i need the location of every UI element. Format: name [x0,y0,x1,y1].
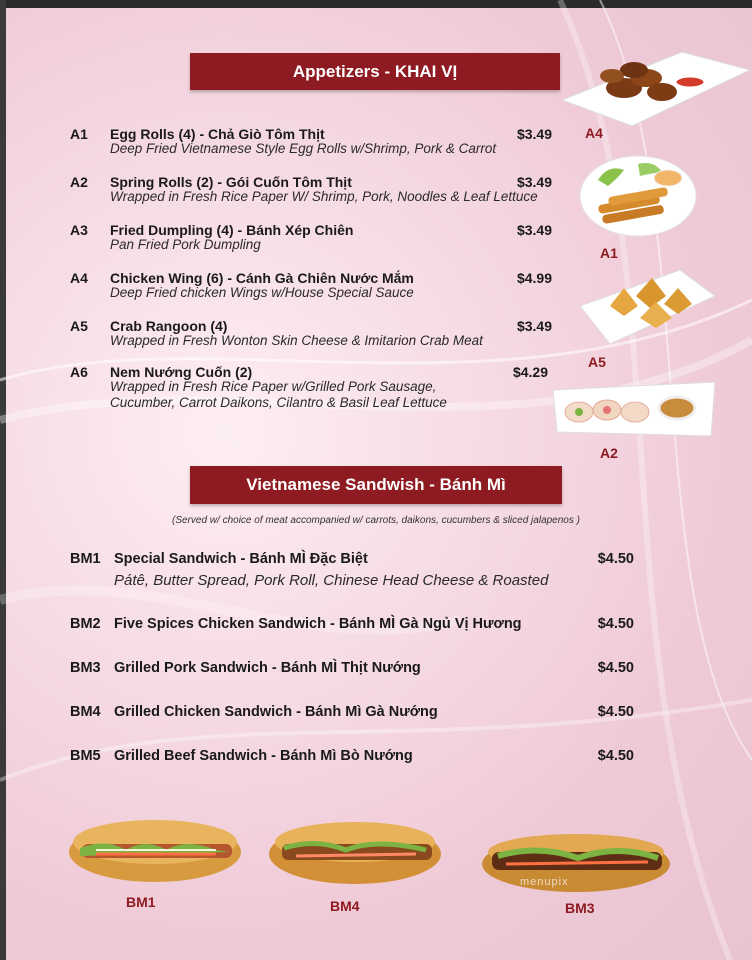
item-description-line: Wrapped in Fresh Wonton Skin Cheese & Imitarion Crab Meat [110,333,483,348]
egg-rolls-photo [578,150,698,238]
item-code: A4 [70,270,88,286]
item-price: $4.50 [597,660,634,676]
photo-label-bm4: BM4 [330,898,360,914]
item-code: BM4 [70,704,101,720]
item-description: Pátê, Butter Spread, Pork Roll, Chinese Head Cheese & Roasted [114,572,549,589]
item-code: A6 [70,364,88,380]
item-description-line: Cucumber, Carrot Daikons, Cilantro & Basil Leaf Lettuce [110,395,447,410]
sandwich-banner [190,466,562,504]
item-description-line: Deep Fried chicken Wings w/House Special Sauce [110,285,414,300]
sandwich-title: Vietnamese Sandwish - Bánh Mì [246,475,506,494]
item-code: BM5 [70,748,101,764]
photo-label-a2: A2 [600,445,618,461]
item-price: $3.49 [516,174,552,190]
item-price: $3.49 [516,318,552,334]
item-price: $4.29 [512,364,548,380]
watermark: menupix [520,876,569,888]
item-code: A2 [70,174,88,190]
item-name: Special Sandwich - Bánh MÌ Đặc Biệt [114,551,368,567]
banh-mi-bm4-photo [266,812,444,888]
left-frame-edge [0,0,6,960]
item-name: Grilled Beef Sandwich - Bánh Mì Bò Nướng [114,748,413,764]
photo-label-a5: A5 [588,354,606,370]
photo-label-bm3: BM3 [565,900,595,916]
item-name: Fried Dumpling (4) - Bánh Xép Chiên [110,222,354,238]
item-code: A3 [70,222,88,238]
item-name: Nem Nướng Cuốn (2) [110,364,253,380]
sandwich-note: (Served w/ choice of meat accompanied w/ carrots, daikons, cucumbers & sliced jalapenos ) [172,515,580,526]
banh-mi-bm1-photo [66,808,244,888]
nem-nuong-rolls-photo [553,382,715,438]
item-description-line: Deep Fried Vietnamese Style Egg Rolls w/Shrimp, Pork & Carrot [110,141,497,156]
chicken-wings-photo [562,48,750,126]
item-name: Egg Rolls (4) - Chả Giò Tôm Thịt [110,126,325,142]
photo-label-a1: A1 [600,245,618,261]
item-price: $3.49 [516,126,552,142]
photo-label-bm1: BM1 [126,894,156,910]
item-price: $3.49 [516,222,552,238]
item-name: Crab Rangoon (4) [110,318,228,334]
item-name: Grilled Chicken Sandwich - Bánh Mì Gà Nướng [114,704,438,720]
item-description [110,141,496,157]
item-code: A5 [70,318,88,334]
banh-mi-bm3-photo [478,822,674,898]
photo-label-a4: A4 [585,125,603,141]
item-name: Five Spices Chicken Sandwich - Bánh MÌ Gà Ngủ Vị Hương [114,616,522,632]
item-description-line: Pan Fried Pork Dumpling [110,237,261,252]
item-code: BM3 [70,660,101,676]
item-description [110,379,447,411]
item-name: Chicken Wing (6) - Cánh Gà Chiên Nước Mắm [110,270,414,286]
item-price: $4.50 [597,616,634,632]
item-name: Grilled Pork Sandwich - Bánh MÌ Thịt Nướng [114,660,421,676]
item-description [110,285,414,301]
item-description [110,189,538,205]
item-price: $4.50 [597,748,634,764]
item-description [110,333,483,349]
appetizers-banner [190,53,560,90]
item-description [110,237,261,253]
top-frame-edge [0,0,752,8]
item-price: $4.99 [516,270,552,286]
item-name: Spring Rolls (2) - Gói Cuốn Tôm Thịt [110,174,352,190]
item-description-line: Wrapped in Fresh Rice Paper w/Grilled Pork Sausage, [110,379,437,394]
item-description-line: Wrapped in Fresh Rice Paper W/ Shrimp, Pork, Noodles & Leaf Lettuce [110,189,538,204]
appetizers-title: Appetizers - KHAI VỊ [292,61,458,81]
crab-rangoon-photo [580,266,715,346]
item-code: BM1 [70,551,101,567]
item-price: $4.50 [597,704,634,720]
item-price: $4.50 [597,551,634,567]
item-code: A1 [70,126,88,142]
item-code: BM2 [70,616,101,632]
